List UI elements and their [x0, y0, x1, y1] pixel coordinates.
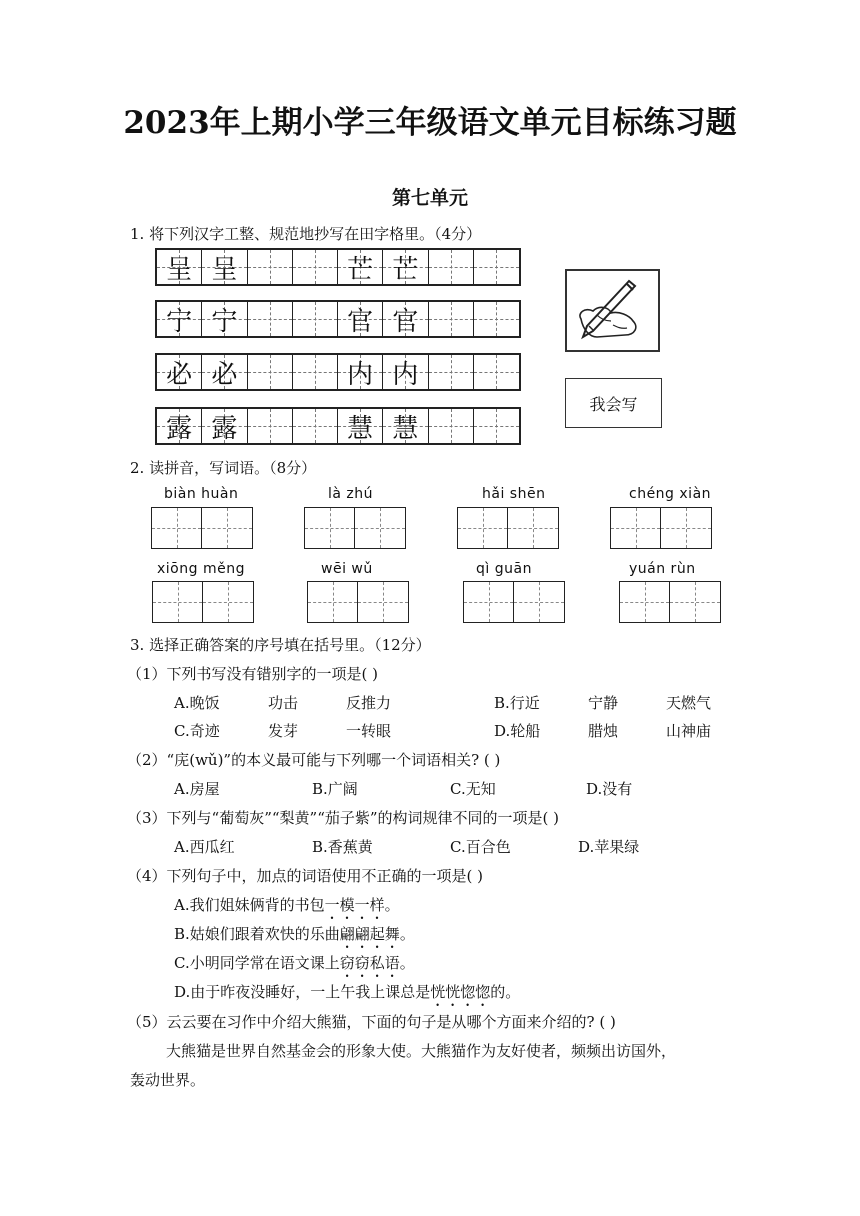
sample-char: 呈 — [211, 254, 238, 285]
option-word: 天燃气 — [666, 694, 712, 712]
option-word: 山神庙 — [666, 722, 712, 740]
sample-char: 内 — [392, 359, 419, 390]
option-word: 反推力 — [346, 694, 392, 712]
option-word: 一转眼 — [346, 722, 392, 740]
i-can-write-badge: 我会写 — [565, 378, 662, 428]
option-d: D.轮船 — [494, 722, 541, 740]
pinyin-answer-box[interactable] — [619, 581, 721, 623]
pinyin-label: hǎi shēn — [482, 486, 546, 502]
sample-char: 露 — [166, 413, 193, 444]
sample-char: 宁 — [211, 306, 238, 337]
blank-cell[interactable] — [429, 355, 474, 389]
passage-line: 大熊猫是世界自然基金会的形象大使。大熊猫作为友好使者，频频出访国外， — [166, 1042, 677, 1060]
option-a: A.西瓜红 — [174, 838, 235, 856]
sample-char: 内 — [347, 359, 374, 390]
blank-cell[interactable] — [248, 250, 293, 284]
blank-cell[interactable] — [474, 409, 519, 443]
sample-char: 呈 — [166, 254, 193, 285]
writing-hand-icon — [565, 269, 660, 352]
sample-char: 必 — [166, 359, 193, 390]
option-b-sentence: B.姑娘们跟着欢快的乐曲翩翩起舞。 — [174, 925, 415, 943]
blank-cell[interactable] — [293, 355, 338, 389]
question-3-prompt: 3. 选择正确答案的序号填在括号里。（12分） — [130, 636, 431, 654]
dotted-phrase: 窃窃私语 — [339, 954, 400, 972]
sample-char: 官 — [392, 306, 419, 337]
blank-cell[interactable] — [429, 409, 474, 443]
sub-question-2: （2）“庑(wǔ)”的本义最可能与下列哪一个词语相关? ( ) — [127, 751, 501, 769]
option-c: C.奇迹 — [174, 722, 220, 740]
sample-char: 芒 — [347, 254, 374, 285]
pinyin-label: xiōng měng — [157, 561, 245, 577]
option-a-sentence: A.我们姐妹俩背的书包一模一样。 — [174, 896, 400, 914]
sample-char: 慧 — [392, 413, 419, 444]
sample-char: 慧 — [347, 413, 374, 444]
sample-char: 必 — [211, 359, 238, 390]
pinyin-answer-box[interactable] — [152, 581, 254, 623]
option-word: 功击 — [268, 694, 299, 712]
sub-question-3: （3）下列与“葡萄灰”“梨黄”“茄子紫”的构词规律不同的一项是( ) — [127, 809, 560, 827]
blank-cell[interactable] — [248, 409, 293, 443]
blank-cell[interactable] — [474, 302, 519, 336]
pinyin-label: là zhú — [328, 486, 374, 502]
pinyin-label: yuán rùn — [629, 561, 696, 577]
option-word: 宁静 — [588, 694, 619, 712]
blank-cell[interactable] — [474, 355, 519, 389]
pinyin-answer-box[interactable] — [610, 507, 712, 549]
pinyin-label: qì guān — [476, 561, 532, 577]
blank-cell[interactable] — [248, 302, 293, 336]
pinyin-label: wēi wǔ — [321, 561, 373, 577]
option-b: B.香蕉黄 — [312, 838, 373, 856]
tianzi-row-3[interactable] — [155, 353, 521, 391]
option-word: 腊烛 — [588, 722, 619, 740]
question-2-prompt: 2. 读拼音，写词语。（8分） — [130, 459, 317, 477]
page-title: 2023年上期小学三年级语文单元目标练习题 — [123, 105, 737, 141]
sub-question-4: （4）下列句子中，加点的词语使用不正确的一项是( ) — [127, 867, 484, 885]
blank-cell[interactable] — [293, 302, 338, 336]
question-1-prompt: 1. 将下列汉字工整、规范地抄写在田字格里。（4分） — [130, 225, 482, 243]
dotted-phrase: 恍恍惚惚 — [430, 983, 491, 1001]
blank-cell[interactable] — [429, 302, 474, 336]
blank-cell[interactable] — [293, 409, 338, 443]
option-d: D.苹果绿 — [578, 838, 640, 856]
passage-line: 轰动世界。 — [130, 1071, 206, 1089]
option-c-sentence: C.小明同学常在语文课上窃窃私语。 — [174, 954, 415, 972]
sample-char: 露 — [211, 413, 238, 444]
sample-char: 官 — [347, 306, 374, 337]
pinyin-answer-box[interactable] — [304, 507, 406, 549]
dotted-phrase: 一模一样 — [324, 896, 385, 914]
dotted-phrase: 翩翩起舞 — [339, 925, 400, 943]
blank-cell[interactable] — [248, 355, 293, 389]
blank-cell[interactable] — [293, 250, 338, 284]
pinyin-label: chéng xiàn — [629, 486, 712, 502]
sub-question-1: （1）下列书写没有错别字的一项是( ) — [127, 665, 379, 683]
tianzi-row-1[interactable] — [155, 248, 521, 286]
option-d: D.没有 — [586, 780, 633, 798]
sample-char: 宁 — [166, 306, 193, 337]
sample-char: 芒 — [392, 254, 419, 285]
option-a: A.晚饭 — [174, 694, 220, 712]
sub-question-5: （5）云云要在习作中介绍大熊猫，下面的句子是从哪个方面来介绍的? ( ) — [127, 1013, 616, 1031]
option-b: B.广阔 — [312, 780, 358, 798]
blank-cell[interactable] — [429, 250, 474, 284]
pinyin-answer-box[interactable] — [151, 507, 253, 549]
option-b: B.行近 — [494, 694, 540, 712]
unit-title: 第七单元 — [391, 187, 468, 209]
pinyin-answer-box[interactable] — [457, 507, 559, 549]
option-c: C.无知 — [450, 780, 496, 798]
option-word: 发芽 — [268, 722, 299, 740]
option-d-sentence: D.由于昨夜没睡好，一上午我上课总是恍恍惚惚的。 — [174, 983, 521, 1001]
pinyin-answer-box[interactable] — [307, 581, 409, 623]
pinyin-answer-box[interactable] — [463, 581, 565, 623]
blank-cell[interactable] — [474, 250, 519, 284]
option-a: A.房屋 — [174, 780, 220, 798]
pinyin-label: biàn huàn — [164, 486, 239, 502]
tianzi-row-2[interactable] — [155, 300, 521, 338]
option-c: C.百合色 — [450, 838, 511, 856]
tianzi-row-4[interactable] — [155, 407, 521, 445]
